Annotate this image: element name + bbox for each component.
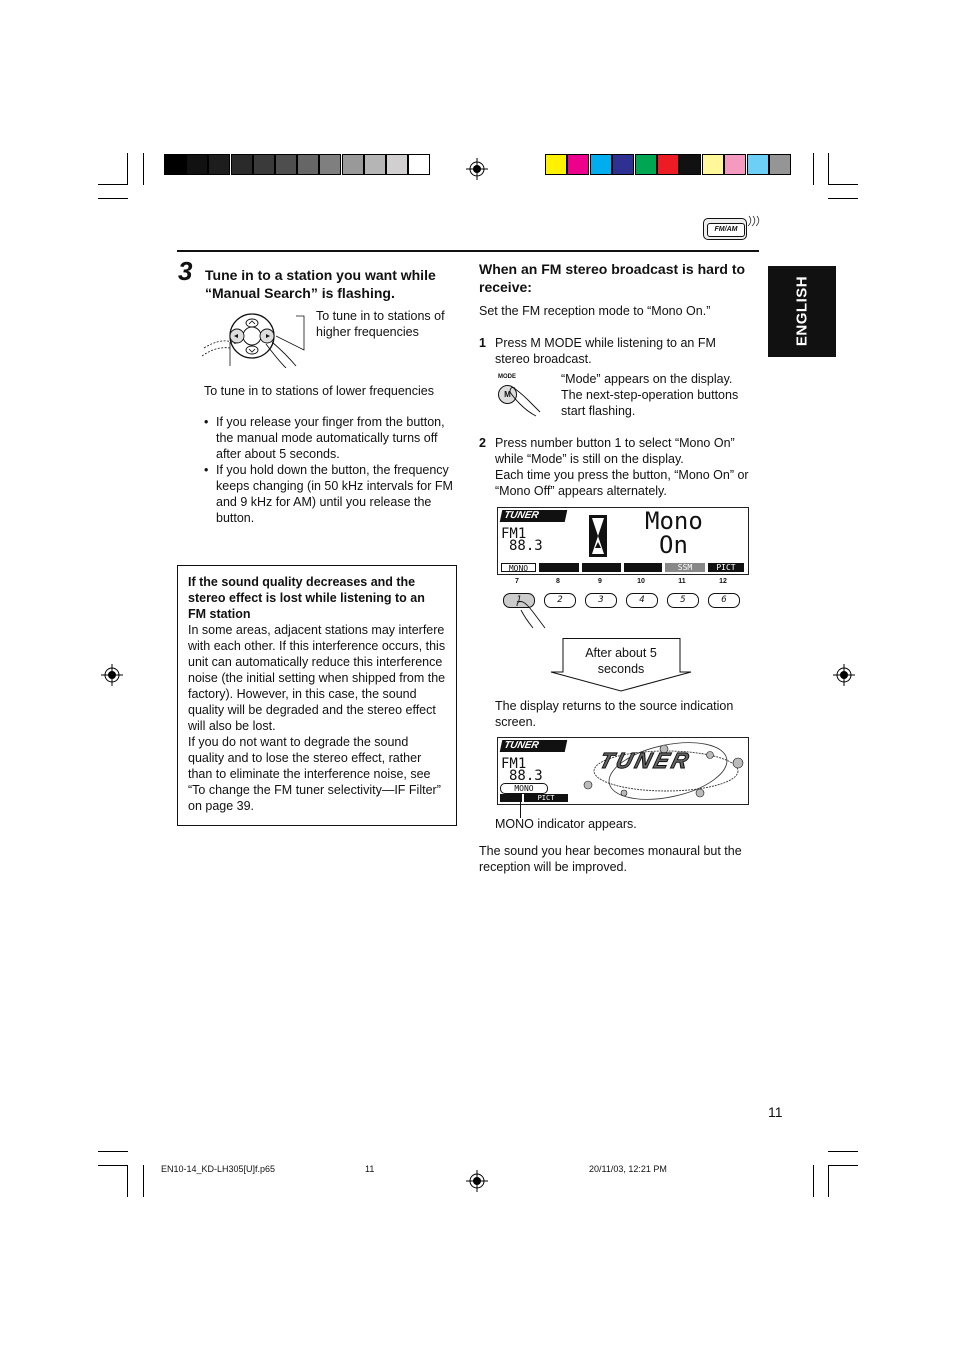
step1-number: 1 xyxy=(479,336,486,350)
number-button-3[interactable]: 3 xyxy=(585,593,617,608)
color-swatch xyxy=(769,154,791,175)
step1-text: Press M MODE while listening to an FM stereo broadcast. xyxy=(495,336,716,366)
number-button-6[interactable]: 6 xyxy=(708,593,740,608)
frequency-readout: 88.3 xyxy=(509,538,543,554)
list-item: • If you hold down the button, the frequency keeps changing (in 50 kHz intervals for FM and 9 kHz for AM) until you release the button. xyxy=(204,463,453,525)
gray-swatch xyxy=(319,154,341,175)
footer-page: 11 xyxy=(365,1164,375,1174)
color-swatch xyxy=(724,154,746,175)
tab-mono: MONO xyxy=(501,563,536,572)
gray-swatch xyxy=(164,154,186,175)
note-paragraph-2: If you do not want to degrade the sound quality and to lose the stereo effect, rather than to eliminate the interference noise, see “To change the FM tuner selectivity—IF Filter” on page 39. xyxy=(188,735,441,813)
press-waves-icon xyxy=(747,215,761,227)
finger-press-icon xyxy=(511,598,551,630)
lcd-display-mono-on xyxy=(497,507,749,575)
pict-indicator: PICT xyxy=(524,794,568,802)
gray-swatch xyxy=(386,154,408,175)
color-swatch xyxy=(590,154,612,175)
color-swatch xyxy=(702,154,724,175)
fm-am-button-icon xyxy=(703,215,759,243)
color-swatch xyxy=(679,154,701,175)
hourglass-icon xyxy=(588,515,608,557)
source-badge: TUNER xyxy=(500,740,568,752)
callout-higher-frequencies: To tune in to stations of higher frequencies xyxy=(316,309,445,339)
band-label: FM1 xyxy=(501,526,527,542)
registration-mark-bottom xyxy=(466,1170,488,1192)
note-title: If the sound quality decreases and the stereo effect is lost while listening to an FM station xyxy=(188,575,425,621)
indicator-segment xyxy=(539,563,579,572)
lcd-display-source xyxy=(497,737,749,805)
preset-label-8: 8 xyxy=(556,578,560,585)
source-badge: TUNER xyxy=(500,510,568,522)
gray-swatch xyxy=(364,154,386,175)
footer-date: 20/11/03, 12:21 PM xyxy=(589,1164,667,1174)
color-swatch xyxy=(635,154,657,175)
band-label: FM1 xyxy=(501,756,527,772)
mode-note: “Mode” appears on the display. The next-step-operation buttons start flashing. xyxy=(561,372,739,418)
registration-mark-left xyxy=(101,664,123,686)
number-buttons-row xyxy=(497,578,747,630)
fm-am-label: FM/AM xyxy=(707,223,745,237)
mono-section-heading: When an FM stereo broadcast is hard to receive: xyxy=(479,261,746,295)
color-swatch xyxy=(747,154,769,175)
gray-swatch xyxy=(342,154,364,175)
footer-filename: EN10-14_KD-LH305[U]f.p65 xyxy=(161,1164,276,1174)
page-number: 11 xyxy=(768,1104,783,1120)
color-swatch xyxy=(657,154,679,175)
gray-swatch xyxy=(253,154,275,175)
gray-swatch xyxy=(186,154,208,175)
gray-swatch xyxy=(231,154,253,175)
registration-mark-top xyxy=(466,158,488,180)
callout-lower-frequencies: To tune in to stations of lower frequencies xyxy=(204,384,434,398)
mono-intro: Set the FM reception mode to “Mono On.” xyxy=(479,304,711,318)
preset-label-10: 10 xyxy=(637,578,645,585)
returns-text: The display returns to the source indication screen. xyxy=(495,699,734,729)
frequency-readout: 88.3 xyxy=(509,768,543,784)
mono-indicator: MONO xyxy=(500,783,548,794)
tuning-buttons-illustration xyxy=(200,308,320,368)
preset-label-9: 9 xyxy=(598,578,602,585)
mode-button-illustration xyxy=(496,374,546,418)
note-paragraph-1: In some areas, adjacent stations may interfere with each other. If this interference occurs, this unit can automatically reduce this interference noise (the initial setting when shipped from the factory). However, in this case, the sound quality will be degraded and the stereo effect will also be lost. xyxy=(188,623,446,733)
gray-swatch xyxy=(208,154,230,175)
color-swatch xyxy=(567,154,589,175)
registration-mark-right xyxy=(833,664,855,686)
step-number-3: 3 xyxy=(178,256,193,286)
number-button-2[interactable]: 2 xyxy=(544,593,576,608)
list-item: • If you release your finger from the button, the manual mode automatically turns off after about 5 seconds. xyxy=(204,415,445,461)
mode-line-1: Mono xyxy=(645,507,703,535)
preset-label-7: 7 xyxy=(515,578,519,585)
mode-label: MODE xyxy=(498,374,516,380)
gray-swatch xyxy=(297,154,319,175)
final-text: The sound you hear becomes monaural but the reception will be improved. xyxy=(479,844,742,874)
mode-line-2: On xyxy=(659,531,688,559)
tab-ssm: SSM xyxy=(665,563,705,572)
number-button-4[interactable]: 4 xyxy=(626,593,658,608)
mode-key: M xyxy=(498,385,517,404)
interference-note-box xyxy=(177,565,457,826)
indicator-segment xyxy=(500,794,522,802)
tuner-graphic-text: TUNER xyxy=(596,748,695,773)
number-button-5[interactable]: 5 xyxy=(667,593,699,608)
indicator-segment xyxy=(624,563,662,572)
mono-indicator-caption: MONO indicator appears. xyxy=(495,817,637,831)
after-5-seconds-label: After about 5 seconds xyxy=(585,646,657,676)
language-tab-label: ENGLISH xyxy=(793,275,811,347)
finger-icon xyxy=(496,382,546,418)
gray-swatch xyxy=(408,154,430,175)
color-swatch xyxy=(612,154,634,175)
tab-pict: PICT xyxy=(708,563,744,572)
header-rule xyxy=(177,250,759,252)
gray-swatch xyxy=(275,154,297,175)
step3-heading: Tune in to a station you want while “Manual Search” is flashing. xyxy=(205,267,436,301)
step2-number: 2 xyxy=(479,436,486,450)
number-button-1[interactable]: 1 xyxy=(503,593,535,608)
preset-label-11: 11 xyxy=(678,578,686,585)
preset-label-12: 12 xyxy=(719,578,727,585)
indicator-segment xyxy=(582,563,621,572)
color-swatch xyxy=(545,154,567,175)
language-tab xyxy=(768,266,836,357)
step3-bullet-list xyxy=(204,414,456,526)
step2-text: Press number button 1 to select “Mono On” while “Mode” is still on the display. Each time you press the button, “Mono On” or “Mono Off” appears alternately. xyxy=(495,436,749,498)
